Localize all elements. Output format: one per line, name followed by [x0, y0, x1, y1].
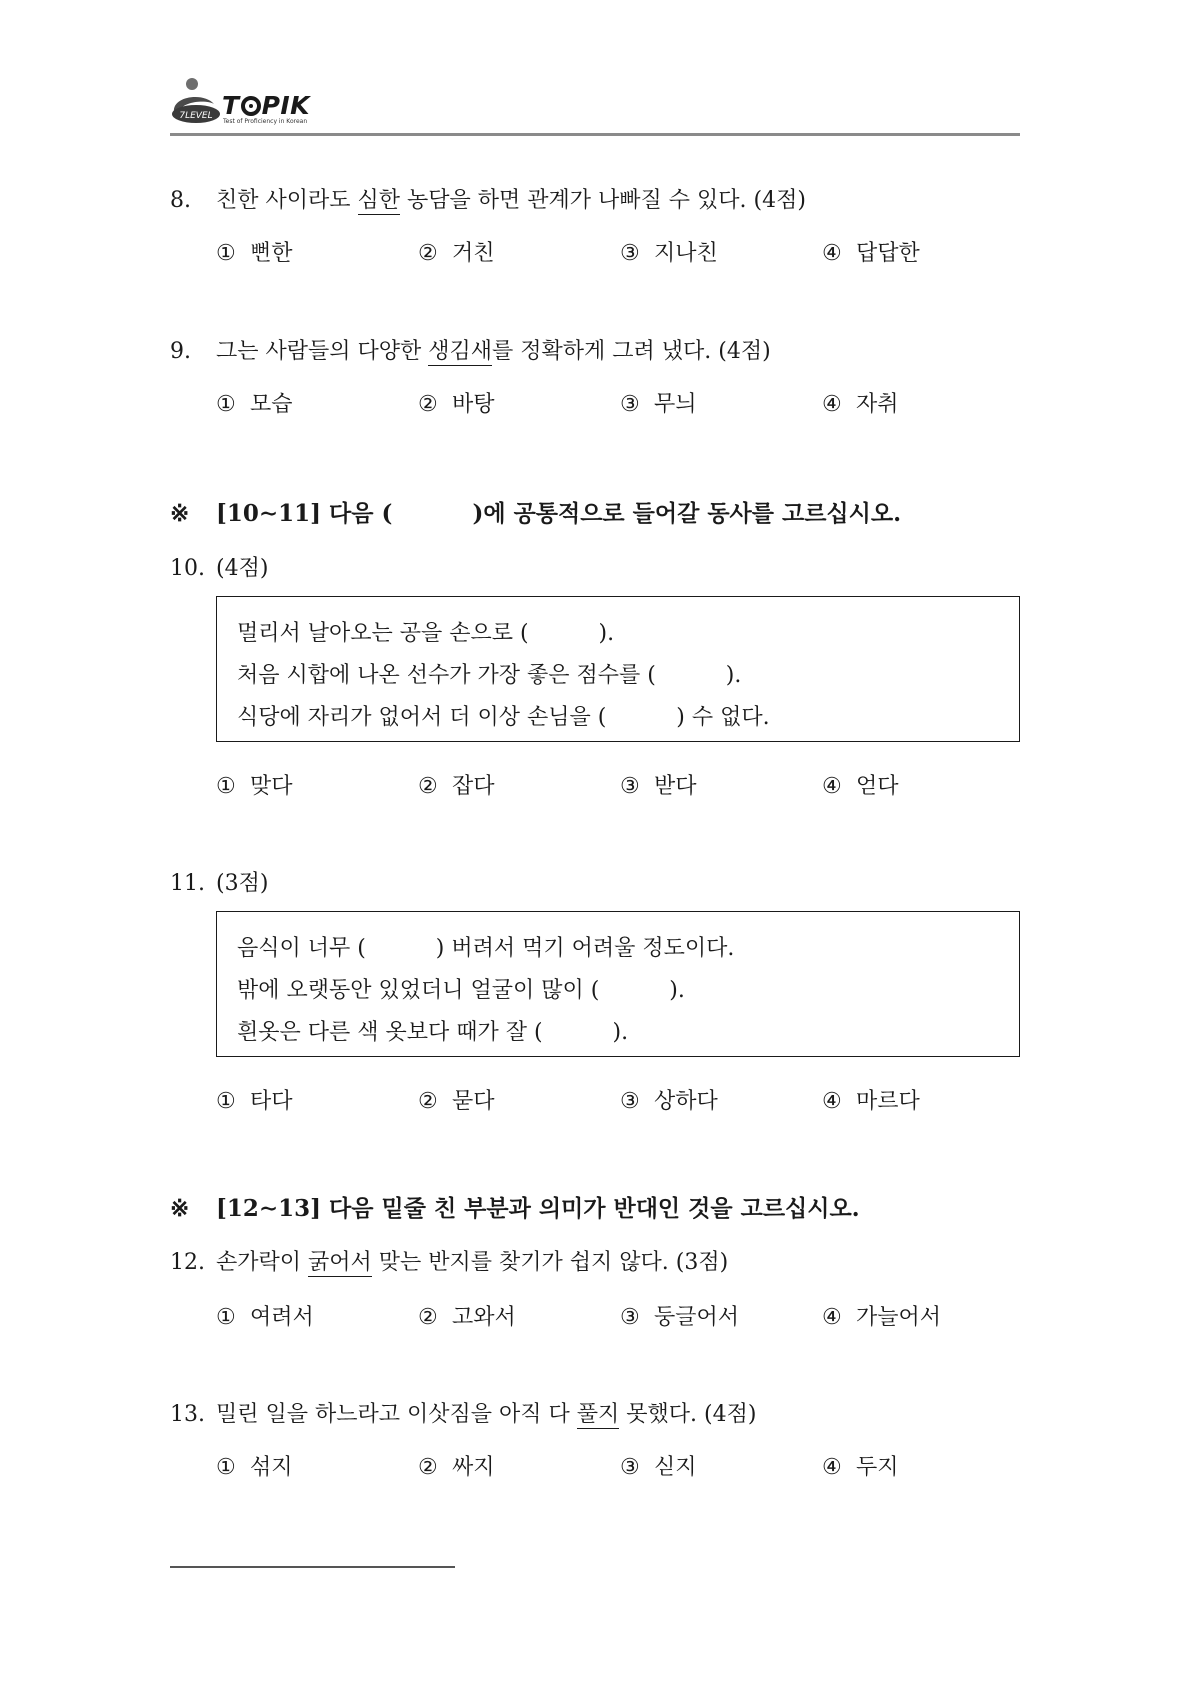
options-q12 — [216, 1300, 1016, 1330]
sentence-line: 멀리서 날아오는 공을 손으로 ( ). — [237, 621, 615, 646]
option-1[interactable]: ① 모습 — [216, 392, 293, 417]
question-text-pre: 손가락이 — [216, 1250, 309, 1275]
sentence-box-q10 — [216, 596, 1020, 742]
question-number: 9. — [170, 339, 191, 364]
option-4[interactable]: ④ 가늘어서 — [822, 1305, 942, 1330]
question-number: 8. — [170, 188, 191, 213]
sentence-line: 밖에 오랫동안 있었더니 얼굴이 많이 ( ). — [237, 978, 685, 1003]
question-10 — [170, 551, 268, 582]
sentence-line: 식당에 자리가 없어서 더 이상 손님을 ( ) 수 없다. — [237, 705, 770, 730]
question-8 — [170, 183, 806, 214]
option-1[interactable]: ① 뻔한 — [216, 241, 293, 266]
sentence-line: 처음 시합에 나온 선수가 가장 좋은 점수를 ( ). — [237, 663, 742, 688]
logo-o-ring-icon — [241, 96, 261, 116]
option-2[interactable]: ② 바탕 — [418, 392, 495, 417]
options-q11 — [216, 1084, 1016, 1114]
underlined-word: 심한 — [357, 188, 401, 213]
option-3[interactable]: ③ 둥글어서 — [620, 1305, 740, 1330]
option-3[interactable]: ③ 상하다 — [620, 1089, 718, 1114]
options-q13 — [216, 1450, 1016, 1480]
option-4[interactable]: ④ 자취 — [822, 392, 899, 417]
section-heading-10-11 — [170, 495, 901, 528]
option-2[interactable]: ② 거친 — [418, 241, 495, 266]
question-text-post: 를 정확하게 그려 냈다. (4점) — [492, 339, 771, 364]
footer-divider — [170, 1566, 455, 1568]
option-3[interactable]: ③ 싣지 — [620, 1455, 697, 1480]
section-instruction: [10∼11] 다음 ( )에 공통적으로 들어갈 동사를 고르십시오. — [216, 500, 902, 527]
question-number: 13. — [170, 1402, 205, 1427]
question-13 — [170, 1397, 756, 1428]
option-2[interactable]: ② 고와서 — [418, 1305, 516, 1330]
underlined-word: 풀지 — [576, 1402, 620, 1427]
question-text-pre: 밀린 일을 하느라고 이삿짐을 아직 다 — [216, 1402, 577, 1427]
question-points: (4점) — [216, 556, 269, 581]
option-3[interactable]: ③ 무늬 — [620, 392, 697, 417]
option-4[interactable]: ④ 답답한 — [822, 241, 920, 266]
question-number: 11. — [170, 871, 205, 896]
option-1[interactable]: ① 섞지 — [216, 1455, 293, 1480]
question-9 — [170, 334, 771, 365]
options-q9 — [216, 387, 1016, 417]
topik-logo — [170, 74, 315, 130]
question-12 — [170, 1245, 728, 1276]
section-instruction: [12∼13] 다음 밑줄 친 부분과 의미가 반대인 것을 고르십시오. — [216, 1195, 860, 1222]
logo-badge-text: 7LEVEL — [179, 111, 213, 121]
section-heading-12-13 — [170, 1190, 860, 1223]
option-4[interactable]: ④ 얻다 — [822, 774, 899, 799]
option-2[interactable]: ② 잡다 — [418, 774, 495, 799]
question-text-pre: 친한 사이라도 — [216, 188, 358, 213]
sentence-line: 음식이 너무 ( ) 버려서 먹기 어려울 정도이다. — [237, 936, 735, 961]
question-text-post: 농담을 하면 관계가 나빠질 수 있다. (4점) — [400, 188, 806, 213]
option-3[interactable]: ③ 지나친 — [620, 241, 718, 266]
option-3[interactable]: ③ 받다 — [620, 774, 697, 799]
option-2[interactable]: ② 싸지 — [418, 1455, 495, 1480]
question-number: 12. — [170, 1250, 205, 1275]
logo-wordmark: T PIK — [222, 91, 311, 120]
question-number: 10. — [170, 556, 205, 581]
reference-mark: ※ — [170, 500, 190, 527]
options-q8 — [216, 236, 1016, 266]
underlined-word: 굵어서 — [308, 1250, 372, 1275]
option-1[interactable]: ① 맞다 — [216, 774, 293, 799]
underlined-word: 생김새 — [428, 339, 493, 364]
sentence-box-q11 — [216, 911, 1020, 1057]
question-points: (3점) — [216, 871, 269, 896]
topik-emblem-icon — [170, 74, 230, 130]
question-text-post: 맞는 반지를 찾기가 쉽지 않다. (3점) — [371, 1250, 729, 1275]
option-1[interactable]: ① 타다 — [216, 1089, 293, 1114]
sentence-line: 흰옷은 다른 색 옷보다 때가 잘 ( ). — [237, 1020, 629, 1045]
option-1[interactable]: ① 여려서 — [216, 1305, 314, 1330]
option-4[interactable]: ④ 마르다 — [822, 1089, 920, 1114]
question-text-post: 못했다. (4점) — [619, 1402, 757, 1427]
reference-mark: ※ — [170, 1195, 190, 1222]
header-divider — [170, 133, 1020, 136]
logo-subtitle: Test of Proficiency in Korean — [223, 118, 308, 125]
question-11 — [170, 866, 268, 897]
option-4[interactable]: ④ 두지 — [822, 1455, 899, 1480]
option-2[interactable]: ② 묻다 — [418, 1089, 495, 1114]
options-q10 — [216, 769, 1016, 799]
page-header — [170, 74, 1020, 134]
question-text-pre: 그는 사람들의 다양한 — [216, 339, 429, 364]
